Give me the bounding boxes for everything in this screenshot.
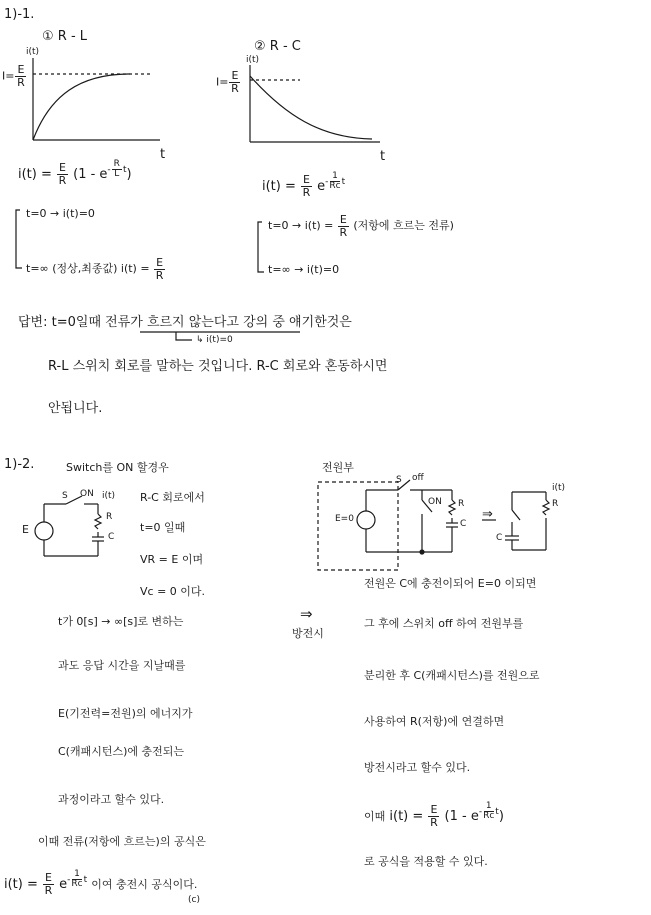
charge-label-S: S xyxy=(62,491,68,501)
small-label-C: C xyxy=(496,533,503,543)
rl-cond-1: t=0 → i(t)=0 xyxy=(26,207,95,220)
rc-cond-1: t=0 → i(t) = $\frac{E}{R}$ (저항에 흐르는 전류) xyxy=(268,213,454,239)
discharge-label-off: off xyxy=(412,473,424,483)
charge-label-R: R xyxy=(106,512,113,522)
power-section-box xyxy=(318,482,398,570)
discharge-label-R: R xyxy=(458,499,465,509)
rc-title: ② R - C xyxy=(254,39,301,54)
discharge-source-symbol xyxy=(357,511,375,529)
charge-text-7: 과도 응답 시간을 지날때를 xyxy=(58,659,186,672)
discharge-equation: 이때 i(t) = $\frac{E}{R}$ $(1 - e^{- \frac{1}{Rc} t})$ xyxy=(364,801,504,829)
rc-graph xyxy=(250,65,380,142)
discharge-label-S: S xyxy=(396,475,402,485)
rl-axis-y: i(t) xyxy=(26,47,40,57)
discharge-arrow: ⇒ xyxy=(300,605,313,623)
discharge-text-2: 그 후에 스위치 off 하여 전원부를 xyxy=(364,617,524,630)
rc-curve xyxy=(250,76,372,139)
answer-note: ↳ i(t)=0 xyxy=(196,335,233,345)
charge-text-4: VR = E 이며 xyxy=(140,553,204,566)
rl-bracket xyxy=(16,210,22,268)
discharge-text-7: 로 공식을 적용할 수 있다. xyxy=(364,855,488,868)
answer-line-1: 답변: t=0일때 전류가 흐르지 않는다고 강의 중 얘기한것은 xyxy=(18,315,352,330)
discharge-resistor xyxy=(449,500,455,515)
rl-i-level: I= $\frac{E}{R}$ xyxy=(2,63,25,89)
rc-axis-y: i(t) xyxy=(246,55,260,65)
charge-eq-c: (c) xyxy=(188,895,200,905)
charge-label-E: E xyxy=(22,523,29,536)
section-1-1-label: 1)-1. xyxy=(4,7,35,22)
discharge-label-E0: E=0 xyxy=(335,514,354,524)
charge-label-on: ON xyxy=(80,489,94,499)
rl-cond-2: t=∞ (정상,최종값) i(t) = $\frac{E}{R}$ xyxy=(26,256,164,282)
rc-cond-2: t=∞ → i(t)=0 xyxy=(268,263,340,276)
discharge-arrow-label: 방전시 xyxy=(292,627,324,640)
discharge-text-3: 분리한 후 C(캐패시턴스)를 전원으로 xyxy=(364,669,540,682)
rl-equation: i(t) = $\frac{E}{R}$ $(1 - e^{- \frac{R}{L} t})$ xyxy=(18,159,132,187)
discharge-text-5: 방전시라고 할수 있다. xyxy=(364,761,471,774)
rc-axis-t: t xyxy=(380,149,386,164)
discharge-label-C: C xyxy=(460,519,467,529)
rc-bracket xyxy=(258,222,264,272)
rl-axis-t: t xyxy=(160,147,166,162)
charge-text-2: R-C 회로에서 xyxy=(140,491,205,504)
charge-text-5: Vc = 0 이다. xyxy=(140,585,206,598)
charge-text-1: Switch를 ON 할경우 xyxy=(66,461,169,474)
answer-arrow xyxy=(176,332,192,340)
rl-curve xyxy=(33,74,130,140)
rc-i-level: I= $\frac{E}{R}$ xyxy=(216,69,239,95)
discharge-text-4: 사용하여 R(저항)에 연결하면 xyxy=(364,715,505,728)
power-section-title: 전원부 xyxy=(322,461,354,474)
small-label-R: R xyxy=(552,499,559,509)
charge-circuit xyxy=(35,496,104,556)
section-1-2-label: 1)-2. xyxy=(4,457,35,472)
charge-text-10: 과정이라고 할수 있다. xyxy=(58,793,165,806)
rc-equation: i(t) = $\frac{E}{R}$ $e^{- \frac{1}{Rc} t}$ xyxy=(262,171,346,199)
small-circuit-arrow: ⇒ xyxy=(482,507,493,522)
charge-text-3: t=0 일때 xyxy=(140,521,186,534)
rc-small-circuit xyxy=(505,492,549,550)
charge-equation: i(t) = $\frac{E}{R}$ $e^{- \frac{1}{Rc} t}$ 이여 충전시 공식이다. xyxy=(4,869,198,897)
charge-text-8: E(기전력=전원)의 에너지가 xyxy=(58,707,193,720)
answer-line-2: R-L 스위치 회로를 말하는 것입니다. R-C 회로와 혼동하시면 xyxy=(48,359,388,374)
discharge-text-1: 전원은 C에 충전이되어 E=0 이되면 xyxy=(364,577,537,590)
charge-source-symbol xyxy=(35,522,53,540)
charge-text-9: C(캐패시턴스)에 충전되는 xyxy=(58,745,185,758)
rl-graph xyxy=(33,58,160,140)
charge-label-C: C xyxy=(108,532,115,542)
rl-title: ① R - L xyxy=(42,29,88,44)
charge-text-6: t가 0[s] → ∞[s]로 변하는 xyxy=(58,615,184,628)
small-label-it: i(t) xyxy=(552,483,566,493)
discharge-label-on: ON xyxy=(428,497,442,507)
discharge-circuit xyxy=(318,480,458,570)
charge-label-it: i(t) xyxy=(102,491,116,501)
charge-text-11: 이때 전류(저항에 흐르는)의 공식은 xyxy=(38,835,206,848)
charge-resistor xyxy=(95,514,101,529)
answer-line-3: 안됩니다. xyxy=(48,401,103,416)
